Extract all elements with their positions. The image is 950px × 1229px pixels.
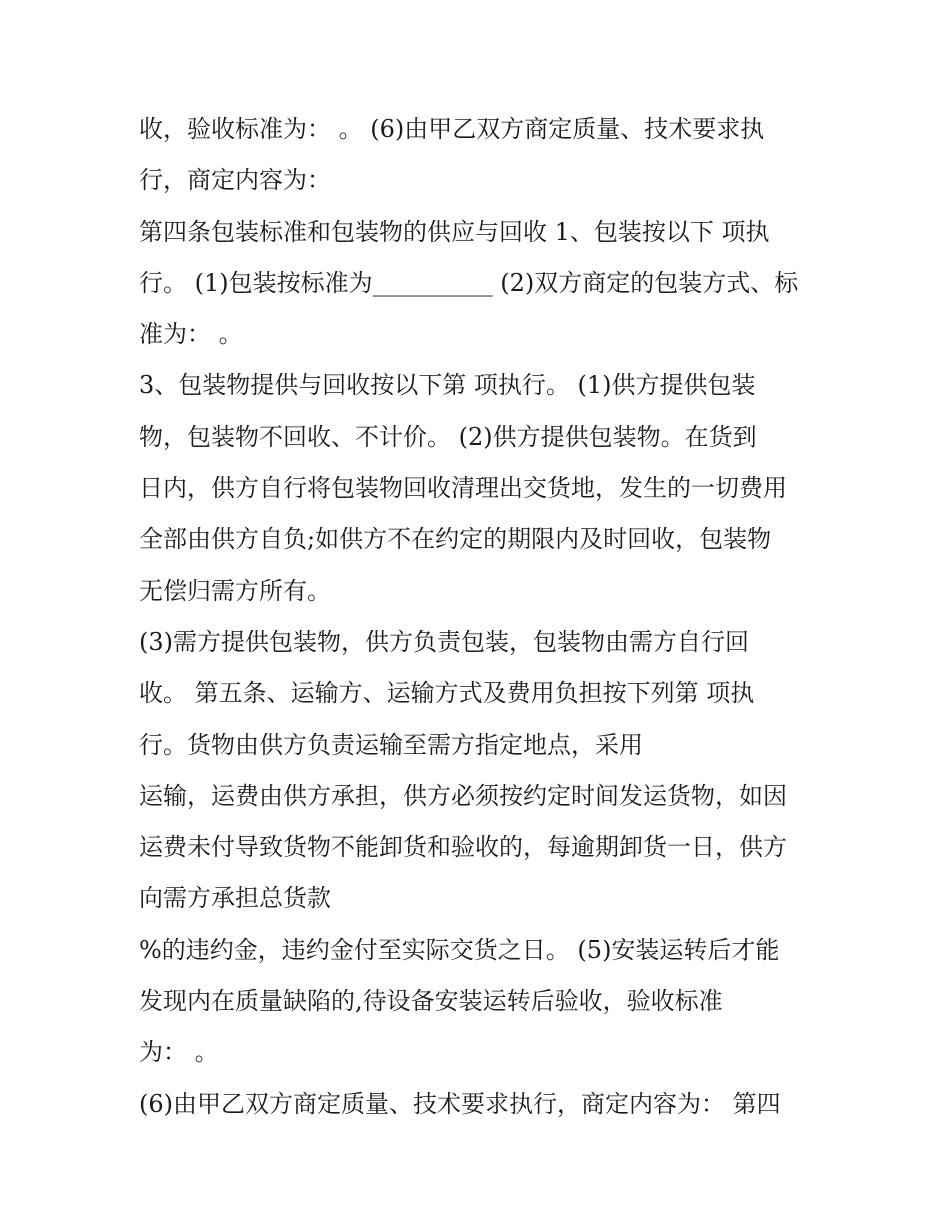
text-line: 收，验收标准为： 。 (6)由甲乙双方商定质量、技术要求执 <box>139 115 765 143</box>
text-line: 日内，供方自行将包装物回收清理出交货地，发生的一切费用 <box>139 474 787 503</box>
text-line: 全部由供方自负;如供方不在约定的期限内及时回收，包装物 <box>139 525 772 554</box>
text-line: (6)由甲乙双方商定质量、技术要求执行，商定内容为： 第四 <box>139 1089 781 1118</box>
text-line: 3、包装物提供与回收按以下第 项执行。 (1)供方提供包装 <box>139 371 756 400</box>
text-line: 行。 (1)包装按标准为__________ (2)双方商定的包装方式、标 <box>139 268 799 297</box>
text-line: 发现内在质量缺陷的,待设备安装运转后验收，验收标准 <box>139 987 723 1016</box>
text-line: 第四条包装标准和包装物的供应与回收 1、包装按以下 项执 <box>139 217 770 246</box>
text-line: %的违约金，违约金付至实际交货之日。 (5)安装运转后才能 <box>139 935 780 964</box>
text-line: 为： 。 <box>139 1038 219 1067</box>
text-line: 运费未付导致货物不能卸货和验收的，每逾期卸货一日，供方 <box>139 833 787 862</box>
text-line: 准为： 。 <box>139 320 243 349</box>
text-line: 行。货物由供方负责运输至需方指定地点，采用 <box>139 730 643 759</box>
contract-text <box>139 104 829 1130</box>
text-line: 行，商定内容为： <box>139 166 331 195</box>
text-line: (3)需方提供包装物，供方负责包装，包装物由需方自行回 <box>139 627 749 656</box>
text-line: 无偿归需方所有。 <box>139 576 331 605</box>
text-line: 收。 第五条、运输方、运输方式及费用负担按下列第 项执 <box>139 679 755 708</box>
text-line: 物，包装物不回收、不计价。 (2)供方提供包装物。在货到 <box>139 422 757 451</box>
text-line: 向需方承担总货款 <box>139 884 331 913</box>
text-line: 运输，运费由供方承担，供方必须按约定时间发运货物，如因 <box>139 781 787 810</box>
